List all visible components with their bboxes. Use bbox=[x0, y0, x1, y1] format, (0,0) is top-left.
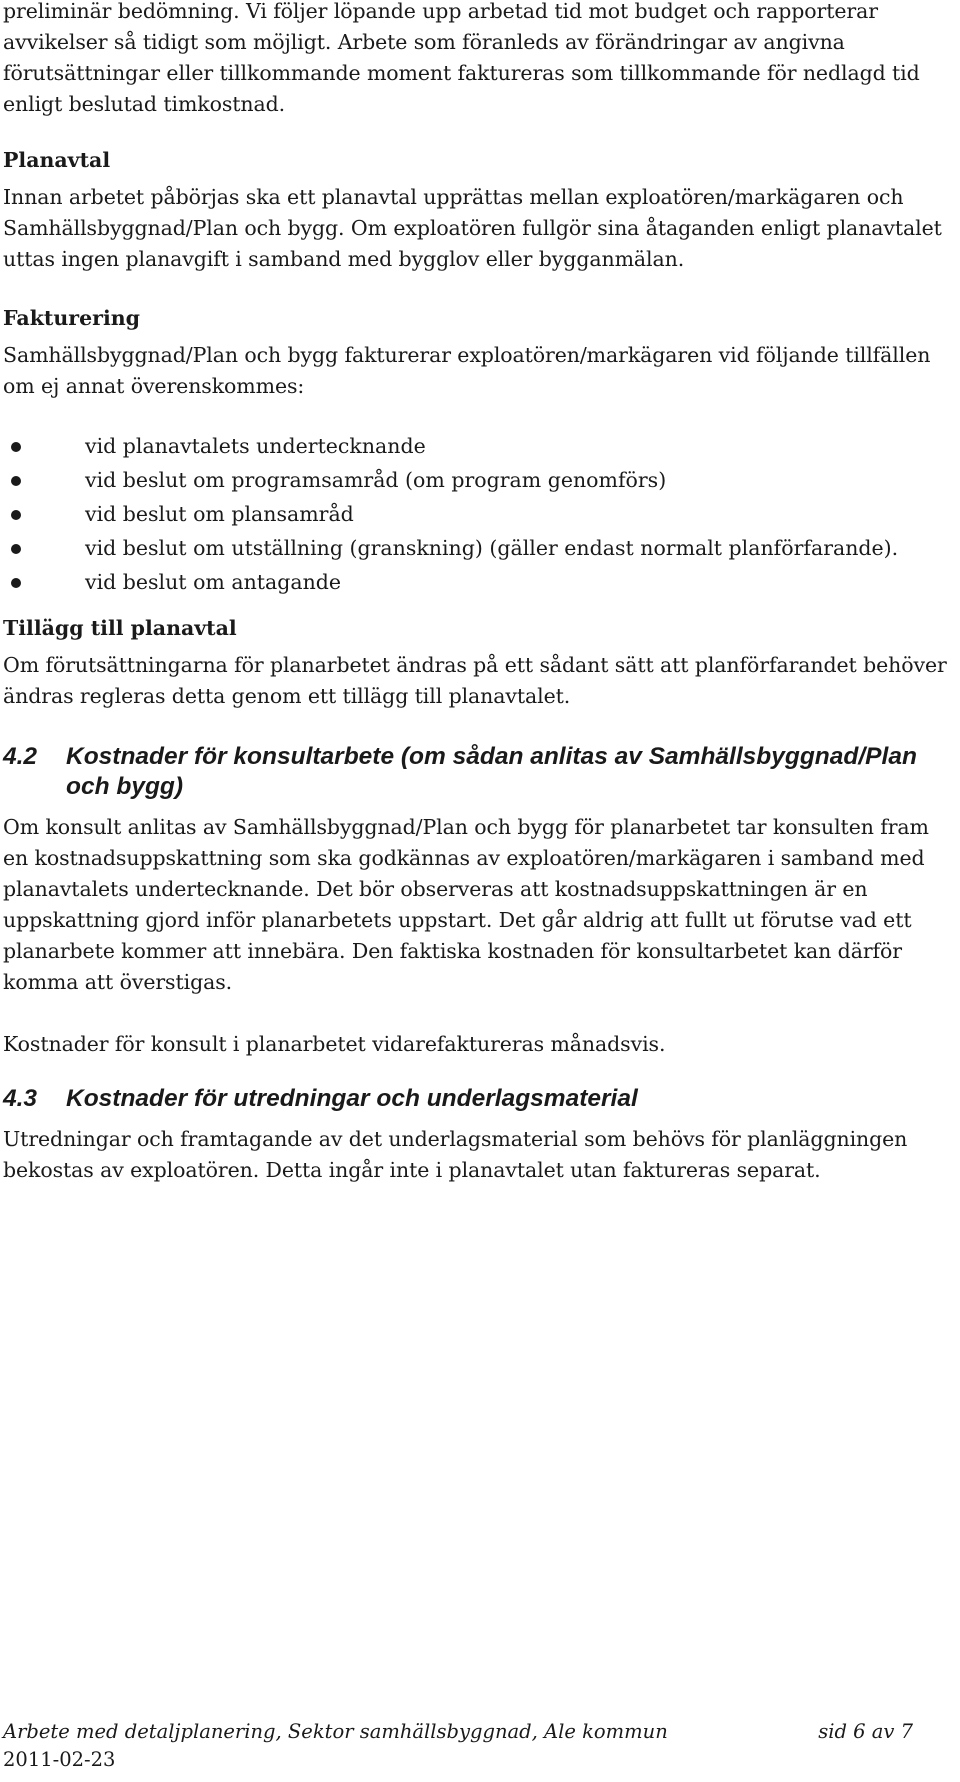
footer-date: 2011-02-23 bbox=[3, 1748, 116, 1771]
tillagg-heading: Tillägg till planavtal bbox=[3, 616, 237, 640]
section-4-2-paragraph-2: Kostnader för konsult i planarbetet vidarefaktureras månadsvis. bbox=[3, 1032, 666, 1056]
section-4-2-paragraph-1: Om konsult anlitas av Samhällsbyggnad/Plan och bygg för planarbetet tar konsulten fram en kostnadsuppskattning som ska godkännas av exploatören/markägaren i samband med planavtalets undertecknande. Det bör observeras att kostnadsuppskattningen är en uppskattning gjord inför planarbetets uppstart. Det går aldrig att fullt ut förutse vad ett planarbete kommer att innebära. Den faktiska kostnaden för konsultarbetet kan därför komma att överstigas. bbox=[3, 815, 929, 994]
bullet-icon bbox=[11, 578, 21, 588]
section-number: 4.3 bbox=[3, 1085, 38, 1112]
list-item bbox=[3, 429, 953, 463]
footer-row bbox=[3, 1718, 913, 1746]
fakturering-heading: Fakturering bbox=[3, 306, 140, 330]
list-item-text: vid beslut om plansamråd bbox=[85, 502, 354, 526]
section-number: 4.2 bbox=[3, 743, 38, 770]
section-title: Kostnader för konsultarbete (om sådan anlitas av Samhällsbyggnad/Plan och bygg) bbox=[66, 743, 917, 800]
bullet-icon bbox=[11, 476, 21, 486]
fakturering-paragraph: Samhällsbyggnad/Plan och bygg fakturerar exploatören/markägaren vid följande tillfällen om ej annat överenskommes: bbox=[3, 343, 931, 398]
bullet-icon bbox=[11, 442, 21, 452]
list-item-text: vid beslut om programsamråd (om program genomförs) bbox=[85, 468, 667, 492]
list-item bbox=[3, 565, 953, 599]
section-title: Kostnader för utredningar och underlagsmaterial bbox=[66, 1085, 638, 1112]
list-item bbox=[3, 497, 953, 531]
list-item-text: vid beslut om antagande bbox=[85, 570, 342, 594]
footer-page-number: sid 6 av 7 bbox=[818, 1720, 913, 1743]
document-body bbox=[3, 0, 953, 1186]
intro-paragraph: preliminär bedömning. Vi följer löpande upp arbetad tid mot budget och rapporterar avvikelser så tidigt som möjligt. Arbete som föranleds av förändringar av angivna förutsättningar eller tillkommande moment faktureras som tillkommande för nedlagd tid enligt beslutad timkostnad. bbox=[3, 0, 920, 116]
list-item-text: vid beslut om utställning (granskning) (gäller endast normalt planförfarande). bbox=[85, 536, 899, 560]
list-item bbox=[3, 463, 953, 497]
page-footer bbox=[3, 1718, 913, 1774]
planavtal-heading: Planavtal bbox=[3, 148, 111, 172]
fakturering-list bbox=[3, 429, 953, 599]
list-item-text: vid planavtalets undertecknande bbox=[85, 434, 426, 458]
footer-document-title: Arbete med detaljplanering, Sektor samhällsbyggnad, Ale kommun bbox=[3, 1720, 668, 1743]
tillagg-paragraph: Om förutsättningarna för planarbetet ändras på ett sådant sätt att planförfarandet behöver ändras regleras detta genom ett tillägg till planavtalet. bbox=[3, 653, 947, 708]
section-4-3-paragraph-1: Utredningar och framtagande av det underlagsmaterial som behövs för planläggningen bekostas av exploatören. Detta ingår inte i planavtalet utan faktureras separat. bbox=[3, 1127, 908, 1182]
planavtal-paragraph: Innan arbetet påbörjas ska ett planavtal upprättas mellan exploatören/markägaren och Samhällsbyggnad/Plan och bygg. Om exploatören fullgör sina åtaganden enligt planavtalet uttas ingen planavgift i samband med bygglov eller bygganmälan. bbox=[3, 185, 942, 271]
list-item bbox=[3, 531, 953, 565]
section-4-3-heading bbox=[3, 1084, 953, 1114]
bullet-icon bbox=[11, 544, 21, 554]
section-4-2-heading bbox=[3, 742, 953, 802]
bullet-icon bbox=[11, 510, 21, 520]
